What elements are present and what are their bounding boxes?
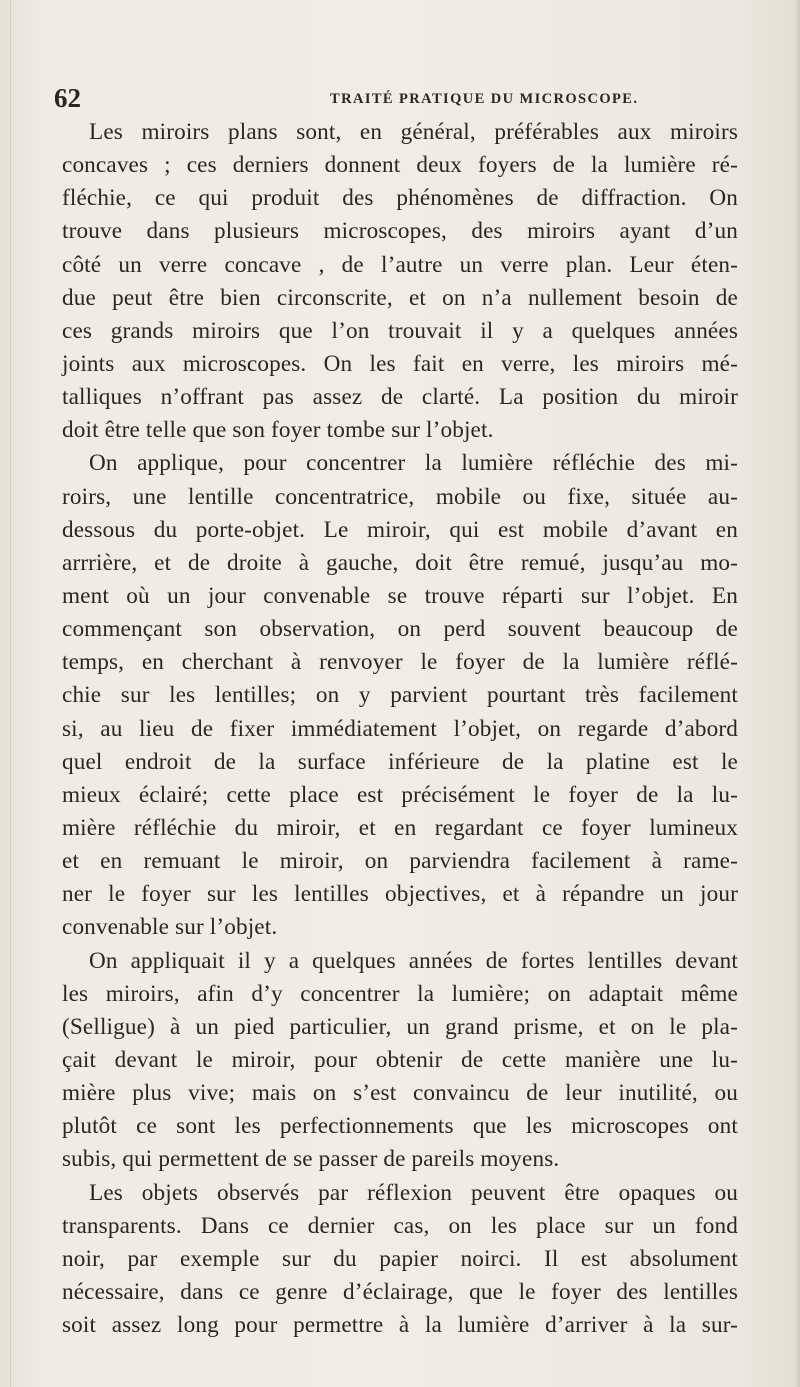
text-line: trouve dans plusieurs microscopes, des miroirs ayant d’un — [62, 218, 738, 245]
text-line: joints aux microscopes. On les fait en verre, les miroirs mé- — [62, 350, 738, 377]
text-line: noir, par exemple sur du papier noirci. Il est absolument — [62, 1245, 738, 1272]
text-line: dessous du porte-objet. Le miroir, qui est mobile d’avant en — [62, 516, 738, 543]
text-line: mieux éclairé; cette place est précisément le foyer de la lu- — [62, 781, 738, 808]
text-line: fléchie, ce qui produit des phénomènes de diffraction. On — [62, 185, 738, 212]
text-line: arrrière, et de droite à gauche, doit être remué, jusqu’au mo- — [62, 549, 738, 576]
page-edge-shadow — [794, 0, 800, 1387]
text-line: talliques n’offrant pas assez de clarté. La position du miroir — [62, 384, 738, 411]
text-line: ment où un jour convenable se trouve réparti sur l’objet. En — [62, 582, 738, 609]
text-line: due peut être bien circonscrite, et on n’a nullement besoin de — [62, 284, 738, 311]
text-line: ces grands miroirs que l’on trouvait il y a quelques années — [62, 317, 738, 344]
text-line: côté un verre concave , de l’autre un verre plan. Leur éten- — [62, 251, 738, 278]
text-line: subis, qui permettent de se passer de pareils moyens. — [62, 1146, 560, 1173]
text-line: (Selligue) à un pied particulier, un grand prisme, et on le pla- — [62, 1013, 738, 1040]
text-line: commençant son observation, on perd souvent beaucoup de — [62, 616, 738, 643]
text-line: On appliquait il y a quelques années de fortes lentilles devant — [89, 947, 738, 974]
text-line: les miroirs, afin d’y concentrer la lumière; on adaptait même — [62, 980, 738, 1007]
text-line: Les miroirs plans sont, en général, préférables aux miroirs — [89, 119, 738, 145]
text-line: çait devant le miroir, pour obtenir de cette manière une lu- — [62, 1046, 738, 1073]
running-title: TRAITÉ PRATIQUE DU MICROSCOPE. — [330, 91, 639, 107]
text-line: si, au lieu de fixer immédiatement l’objet, on regarde d’abord — [62, 715, 738, 742]
text-line: ner le foyer sur les lentilles objectives, et à répandre un jour — [62, 881, 738, 908]
text-line: doit être telle que son foyer tombe sur l’objet. — [62, 417, 494, 444]
text-line: soit assez long pour permettre à la lumière d’arriver à la sur- — [62, 1312, 738, 1339]
text-line: convenable sur l’objet. — [62, 914, 278, 941]
text-line: chie sur les lentilles; on y parvient pourtant très facilement — [62, 682, 738, 709]
running-head — [54, 80, 754, 116]
text-line: et en remuant le miroir, on parviendra facilement à rame- — [62, 848, 738, 875]
text-line: quel endroit de la surface inférieure de la platine est le — [62, 748, 738, 775]
body-text — [62, 116, 738, 1342]
text-line: Les objets observés par réflexion peuvent être opaques ou — [89, 1179, 738, 1206]
text-line: concaves ; ces derniers donnent deux foyers de la lumière ré- — [62, 152, 738, 179]
text-line: roirs, une lentille concentratrice, mobile ou fixe, située au- — [62, 483, 738, 510]
text-line: mière réfléchie du miroir, et en regardant ce foyer lumineux — [62, 814, 738, 841]
text-line: transparents. Dans ce dernier cas, on les place sur un fond — [62, 1212, 738, 1239]
text-line: On applique, pour concentrer la lumière réfléchie des mi- — [89, 450, 738, 477]
text-line: nécessaire, dans ce genre d’éclairage, que le foyer des lentilles — [62, 1278, 738, 1305]
page-number: 62 — [54, 83, 81, 113]
gutter-edge — [10, 0, 11, 1387]
text-line: plutôt ce sont les perfectionnements que les microscopes ont — [62, 1113, 738, 1140]
text-line: temps, en cherchant à renvoyer le foyer de la lumière réflé- — [62, 649, 738, 676]
text-line: mière plus vive; mais on s’est convaincu de leur inutilité, ou — [62, 1080, 738, 1107]
